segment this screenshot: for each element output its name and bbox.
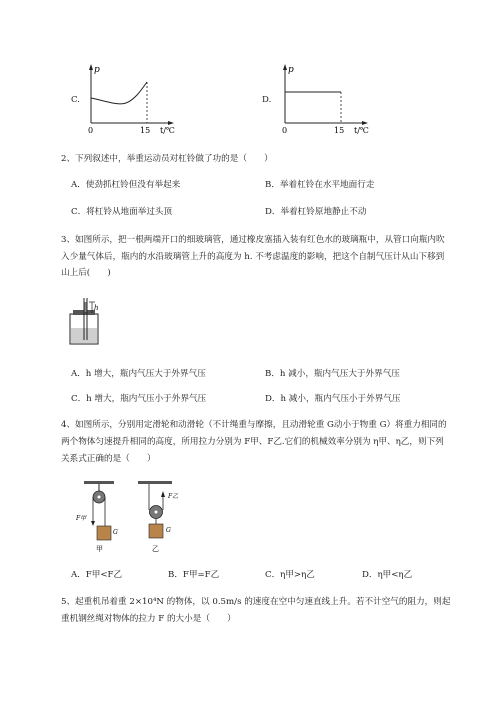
graph-c-curve — [91, 82, 147, 104]
question-3-option-b: B．h 减小，瓶内气压大于外界气压 — [265, 369, 400, 379]
graph-c-t-label: t/℃ — [160, 126, 175, 135]
option-d-letter: D. — [262, 95, 272, 105]
graph-d-svg — [274, 58, 374, 138]
caption-yi: 乙 — [152, 545, 159, 553]
graph-c-p-label: p — [94, 65, 100, 75]
question-4-line-3: 关系式正确的是（ ） — [61, 454, 156, 464]
ceiling-2 — [138, 481, 172, 484]
question-2-option-b: B．举着杠铃在水平地面行走 — [265, 180, 375, 190]
fixed-pulley-axle — [98, 496, 101, 499]
question-2-option-a: A．使劲抓杠铃但没有举起来 — [71, 180, 181, 190]
pulley-figure — [62, 476, 192, 556]
tube-water — [85, 302, 87, 312]
graph-d-t-label: t/℃ — [354, 126, 369, 135]
question-3-option-c: C．h 增大，瓶内气压小于外界气压 — [71, 394, 207, 404]
graph-c-origin: 0 — [88, 126, 94, 135]
question-3-option-d: D．h 减小，瓶内气压小于外界气压 — [265, 394, 401, 404]
caption-jia: 甲 — [96, 545, 103, 553]
weight-block-1 — [97, 526, 111, 540]
question-3-option-a: A．h 增大，瓶内气压大于外界气压 — [71, 369, 206, 379]
graph-c-tick: 15 — [140, 126, 151, 135]
graph-d-y-arrow — [283, 64, 287, 70]
question-4-line-2: 两个物体匀速提升相同的高度，所用拉力分别为 F甲、F乙.它们的机械效率分别为 η甲、η乙，则下列 — [61, 437, 444, 447]
question-2-option-c: C．将杠铃从地面举过头顶 — [71, 207, 173, 217]
question-4-line-1: 4、如图所示，分别用定滑轮和动滑轮（不计绳重与摩擦，且动滑轮重 G动小于物重 G）将重力相同的 — [61, 420, 447, 430]
graph-d-tick: 15 — [334, 126, 345, 135]
f-jia-arrow — [91, 521, 95, 526]
graph-c-y-arrow — [89, 64, 93, 70]
movable-pulley-axle — [155, 511, 158, 514]
graph-d-x-arrow — [362, 121, 368, 125]
graph-c-svg — [80, 58, 180, 138]
question-4-option-b: B．F甲=F乙 — [168, 570, 220, 580]
question-5-line-1: 5、起重机吊着重 2×10⁴N 的物体，以 0.5m/s 的速度在空中匀速直线上升。若不计空气的阻力，则起 — [61, 597, 451, 607]
graph-d-origin: 0 — [282, 126, 288, 135]
question-4-option-a: A．F甲<F乙 — [71, 570, 123, 580]
h-label: h — [94, 304, 99, 312]
question-2-stem: 2、下列叙述中，举重运动员对杠铃做了功的是（ ） — [61, 154, 273, 164]
question-3-line-3: 山上后( ) — [61, 268, 111, 278]
f-yi-label: F乙 — [168, 493, 179, 500]
ceiling-1 — [84, 481, 114, 484]
f-yi-arrow — [161, 491, 165, 497]
graph-c-x-arrow — [168, 121, 174, 125]
graph-d-p-label: p — [288, 65, 294, 75]
option-c-letter: C. — [71, 95, 81, 105]
question-5-line-2: 重机钢丝绳对物体的拉力 F 的大小是（ ） — [61, 614, 236, 624]
question-2-option-d: D．举着杠铃原地静止不动 — [265, 207, 367, 217]
g1-label: G — [113, 529, 118, 536]
weight-block-2 — [149, 524, 163, 538]
question-3-line-1: 3、如图所示，把一根两端开口的细玻璃管，通过橡皮塞插入装有红色水的玻璃瓶中，从管口向瓶内吹 — [61, 235, 445, 245]
question-3-line-2: 入少量气体后，瓶内的水沿玻璃管上升的高度为 h. 不考虑温度的影响，把这个自制气压计从山下移到 — [61, 252, 445, 262]
question-4-option-d: D．η甲<η乙 — [362, 570, 413, 580]
question-4-option-c: C．η甲>η乙 — [265, 570, 315, 580]
g2-label: G — [166, 527, 171, 534]
barometer-figure — [60, 292, 110, 352]
f-jia-label: F甲 — [76, 515, 87, 522]
